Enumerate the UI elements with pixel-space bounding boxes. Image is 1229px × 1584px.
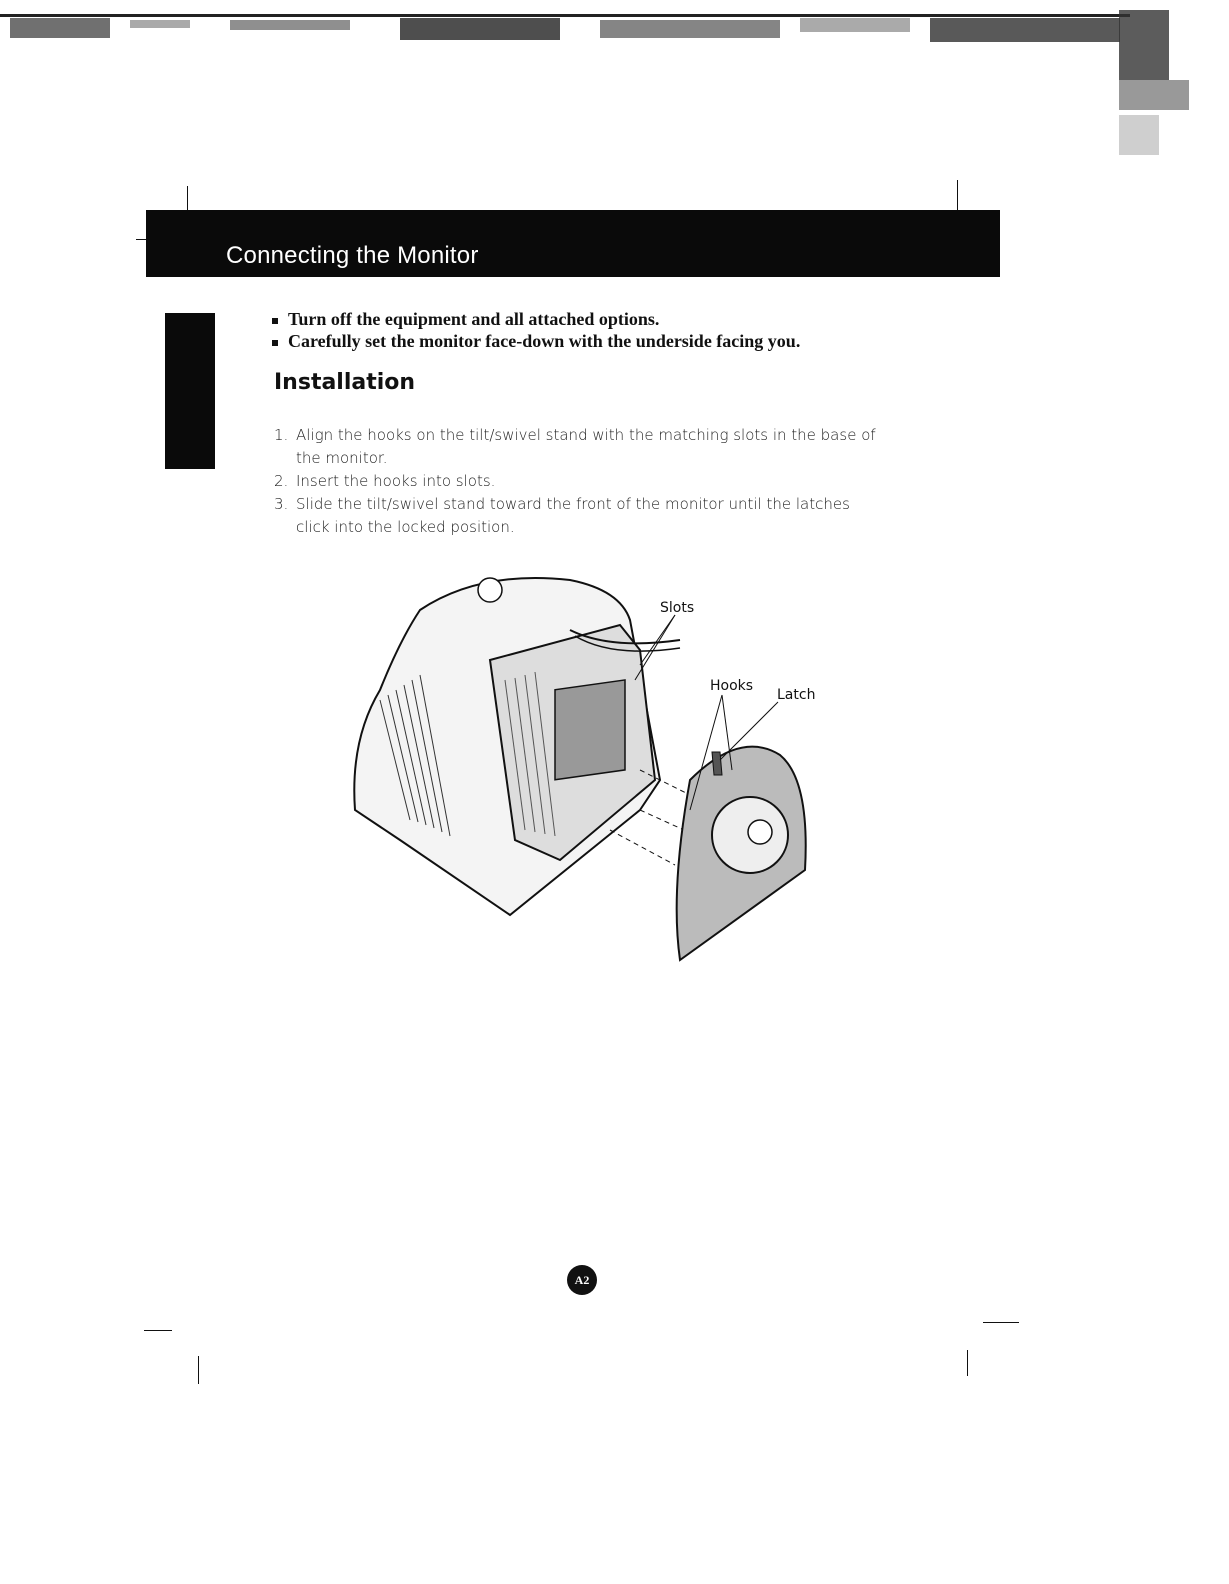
bullet-icon <box>272 340 278 346</box>
monitor-stand-illustration <box>340 570 840 970</box>
list-item <box>274 493 884 539</box>
crop-mark <box>957 180 958 210</box>
crop-mark <box>136 239 146 240</box>
section-heading: Installation <box>274 370 416 395</box>
list-item <box>274 424 884 470</box>
page-number-badge: A2 <box>567 1265 597 1295</box>
page-title: Connecting the Monitor <box>226 242 479 269</box>
list-item <box>272 308 800 330</box>
label-hooks: Hooks <box>710 678 754 694</box>
crop-mark <box>967 1350 968 1376</box>
step-text: Align the hooks on the tilt/swivel stand with the matching slots in the base of the monitor. <box>296 426 876 467</box>
precaution-list <box>272 308 800 352</box>
step-text: Slide the tilt/swivel stand toward the front of the monitor until the latches click into the locked position. <box>296 495 850 536</box>
precaution-text: Carefully set the monitor face-down with the underside facing you. <box>288 331 801 351</box>
scan-noise-corner <box>1119 10 1199 160</box>
step-number: 3. <box>274 495 289 513</box>
scan-noise-top <box>0 8 1130 44</box>
precaution-text: Turn off the equipment and all attached options. <box>288 309 660 329</box>
list-item <box>272 330 800 352</box>
side-tab-marker <box>165 313 215 469</box>
installation-steps <box>274 424 884 539</box>
step-text: Insert the hooks into slots. <box>296 472 496 490</box>
installation-figure <box>340 570 840 970</box>
step-number: 1. <box>274 426 289 444</box>
step-number: 2. <box>274 472 289 490</box>
list-item <box>274 470 884 493</box>
crop-mark <box>144 1330 172 1331</box>
section-header-band <box>146 210 1000 277</box>
crop-mark <box>983 1322 1019 1323</box>
label-latch: Latch <box>777 687 816 703</box>
label-slots: Slots <box>660 600 695 616</box>
crop-mark <box>198 1356 199 1384</box>
crop-mark <box>187 186 188 212</box>
bullet-icon <box>272 318 278 324</box>
